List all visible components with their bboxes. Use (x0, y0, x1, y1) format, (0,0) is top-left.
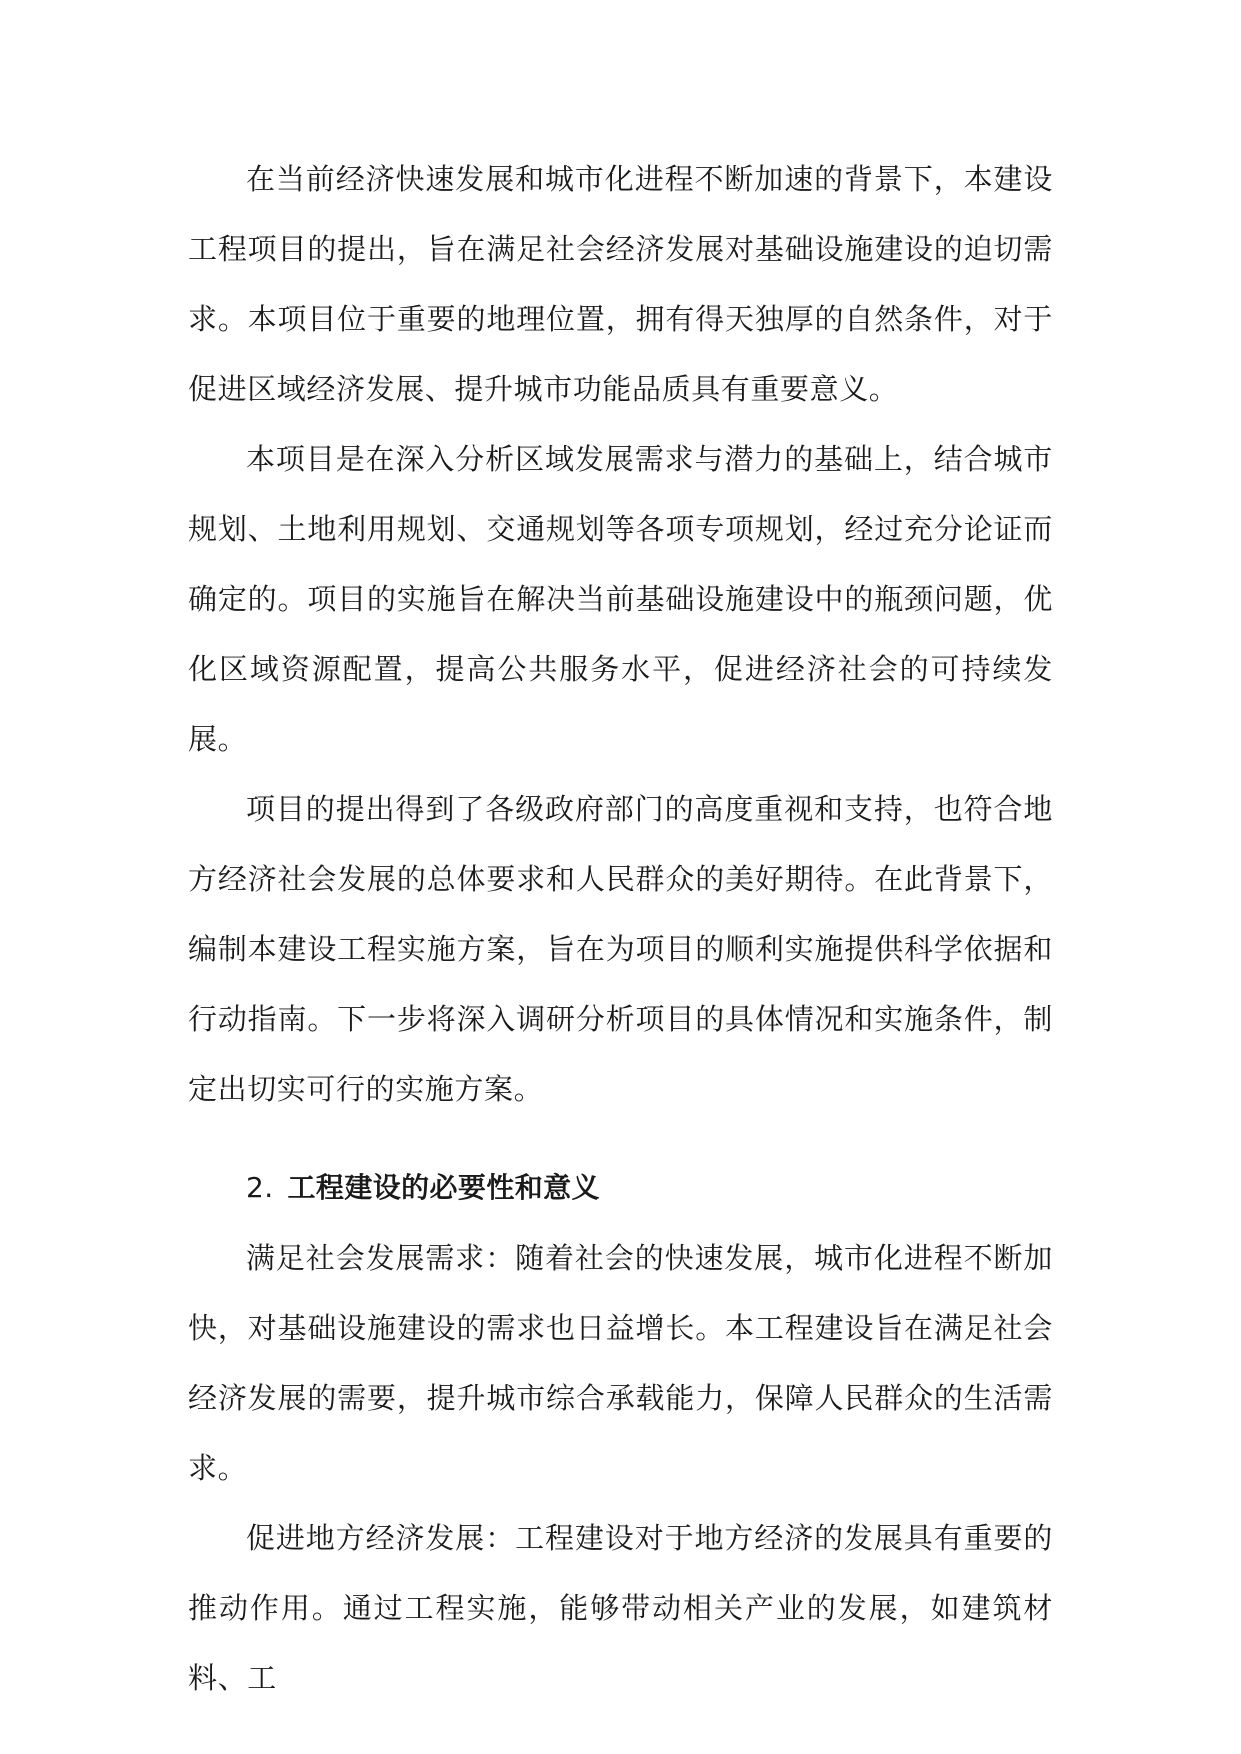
paragraph-local-economy: 促进地方经济发展：工程建设对于地方经济的发展具有重要的推动作用。通过工程实施，能够带动相关产业的发展，如建筑材料、工 (188, 1521, 1053, 1695)
paragraph-project-basis: 本项目是在深入分析区域发展需求与潜力的基础上，结合城市规划、土地利用规划、交通规划等各项专项规划，经过充分论证而确定的。项目的实施旨在解决当前基础设施建设中的瓶颈问题，优化区域资源配置，提高公共服务水平，促进经济社会的可持续发展。 (188, 442, 1053, 756)
paragraph-social-demand: 满足社会发展需求：随着社会的快速发展，城市化进程不断加快，对基础设施建设的需求也日益增长。本工程建设旨在满足社会经济发展的需要，提升城市综合承载能力，保障人民群众的生活需求。 (188, 1241, 1053, 1485)
paragraph-background: 在当前经济快速发展和城市化进程不断加速的背景下，本建设工程项目的提出，旨在满足社会经济发展对基础设施建设的迫切需求。本项目位于重要的地理位置，拥有得天独厚的自然条件，对于促进区域经济发展、提升城市功能品质具有重要意义。 (188, 162, 1053, 406)
document-body (188, 144, 1053, 1713)
paragraph-government-support: 项目的提出得到了各级政府部门的高度重视和支持，也符合地方经济社会发展的总体要求和人民群众的美好期待。在此背景下，编制本建设工程实施方案，旨在为项目的顺利实施提供科学依据和行动指南。下一步将深入调研分析项目的具体情况和实施条件，制定出切实可行的实施方案。 (188, 792, 1053, 1106)
section-number: 2. (246, 1171, 274, 1204)
section-title: 工程建设的必要性和意义 (287, 1171, 600, 1204)
section-heading (188, 1153, 1053, 1223)
